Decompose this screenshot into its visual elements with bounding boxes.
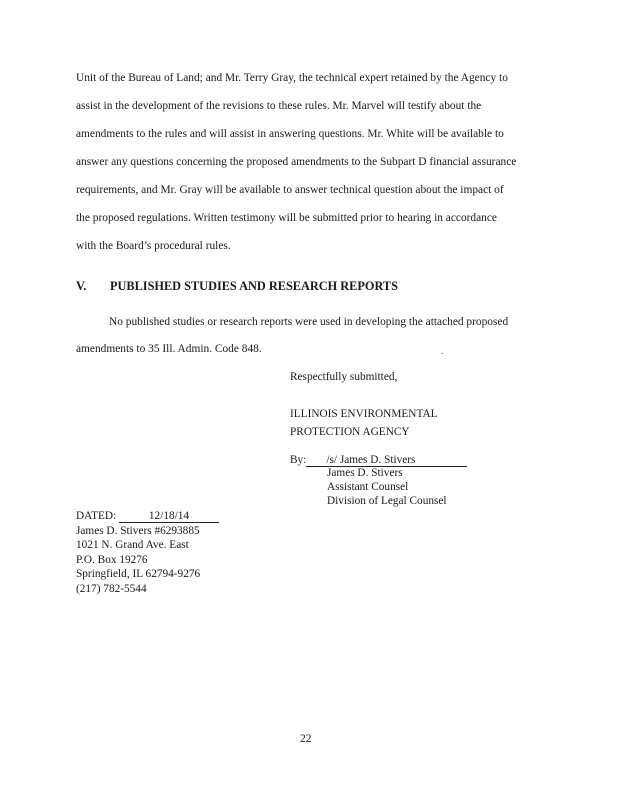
dated-label: DATED: <box>76 510 117 522</box>
section-heading <box>76 279 398 294</box>
body-text-line: with the Board’s procedural rules. <box>76 240 231 252</box>
signer-division: Division of Legal Counsel <box>327 495 447 507</box>
contact-line: P.O. Box 19276 <box>76 553 148 566</box>
dated-line <box>76 509 219 524</box>
contact-line: Springfield, IL 62794-9276 <box>76 568 201 580</box>
body-text-line: assist in the development of the revisions to these rules. Mr. Marvel will testify about the <box>76 100 482 112</box>
body-text-line: answer any questions concerning the proposed amendments to the Subpart D financial assurance <box>76 156 517 168</box>
signer-name: James D. Stivers <box>327 467 403 479</box>
body-text-line: the proposed regulations. Written testimony will be submitted prior to hearing in accordance <box>76 212 497 224</box>
dated-value: 12/18/14 <box>119 510 219 523</box>
section-number: V. <box>76 279 87 293</box>
organization-name-line: PROTECTION AGENCY <box>290 426 410 438</box>
body-text-line: Unit of the Bureau of Land; and Mr. Terry Gray, the technical expert retained by the Agency to <box>76 72 508 84</box>
stray-mark: . <box>441 346 444 357</box>
signer-title: Assistant Counsel <box>327 481 409 493</box>
contact-line: 1021 N. Grand Ave. East <box>76 539 189 551</box>
closing-text: Respectfully submitted, <box>290 371 398 383</box>
body-text-line: amendments to the rules and will assist in answering questions. Mr. White will be available to <box>76 128 504 140</box>
section-paragraph-line: amendments to 35 Ill. Admin. Code 848. <box>76 343 262 355</box>
dated-contact-block <box>76 509 219 596</box>
by-signature-line <box>290 453 467 467</box>
organization-name-line: ILLINOIS ENVIRONMENTAL <box>290 408 438 420</box>
page-number: 22 <box>300 733 312 745</box>
by-label: By: <box>290 454 307 466</box>
section-paragraph-line: No published studies or research reports were used in developing the attached proposed <box>109 316 509 328</box>
section-title: PUBLISHED STUDIES AND RESEARCH REPORTS <box>110 279 398 293</box>
contact-line: (217) 782-5544 <box>76 582 147 595</box>
body-text-line: requirements, and Mr. Gray will be available to answer technical question about the impact of <box>76 184 504 196</box>
electronic-signature: /s/ James D. Stivers <box>306 454 467 467</box>
contact-line: James D. Stivers #6293885 <box>76 524 200 537</box>
